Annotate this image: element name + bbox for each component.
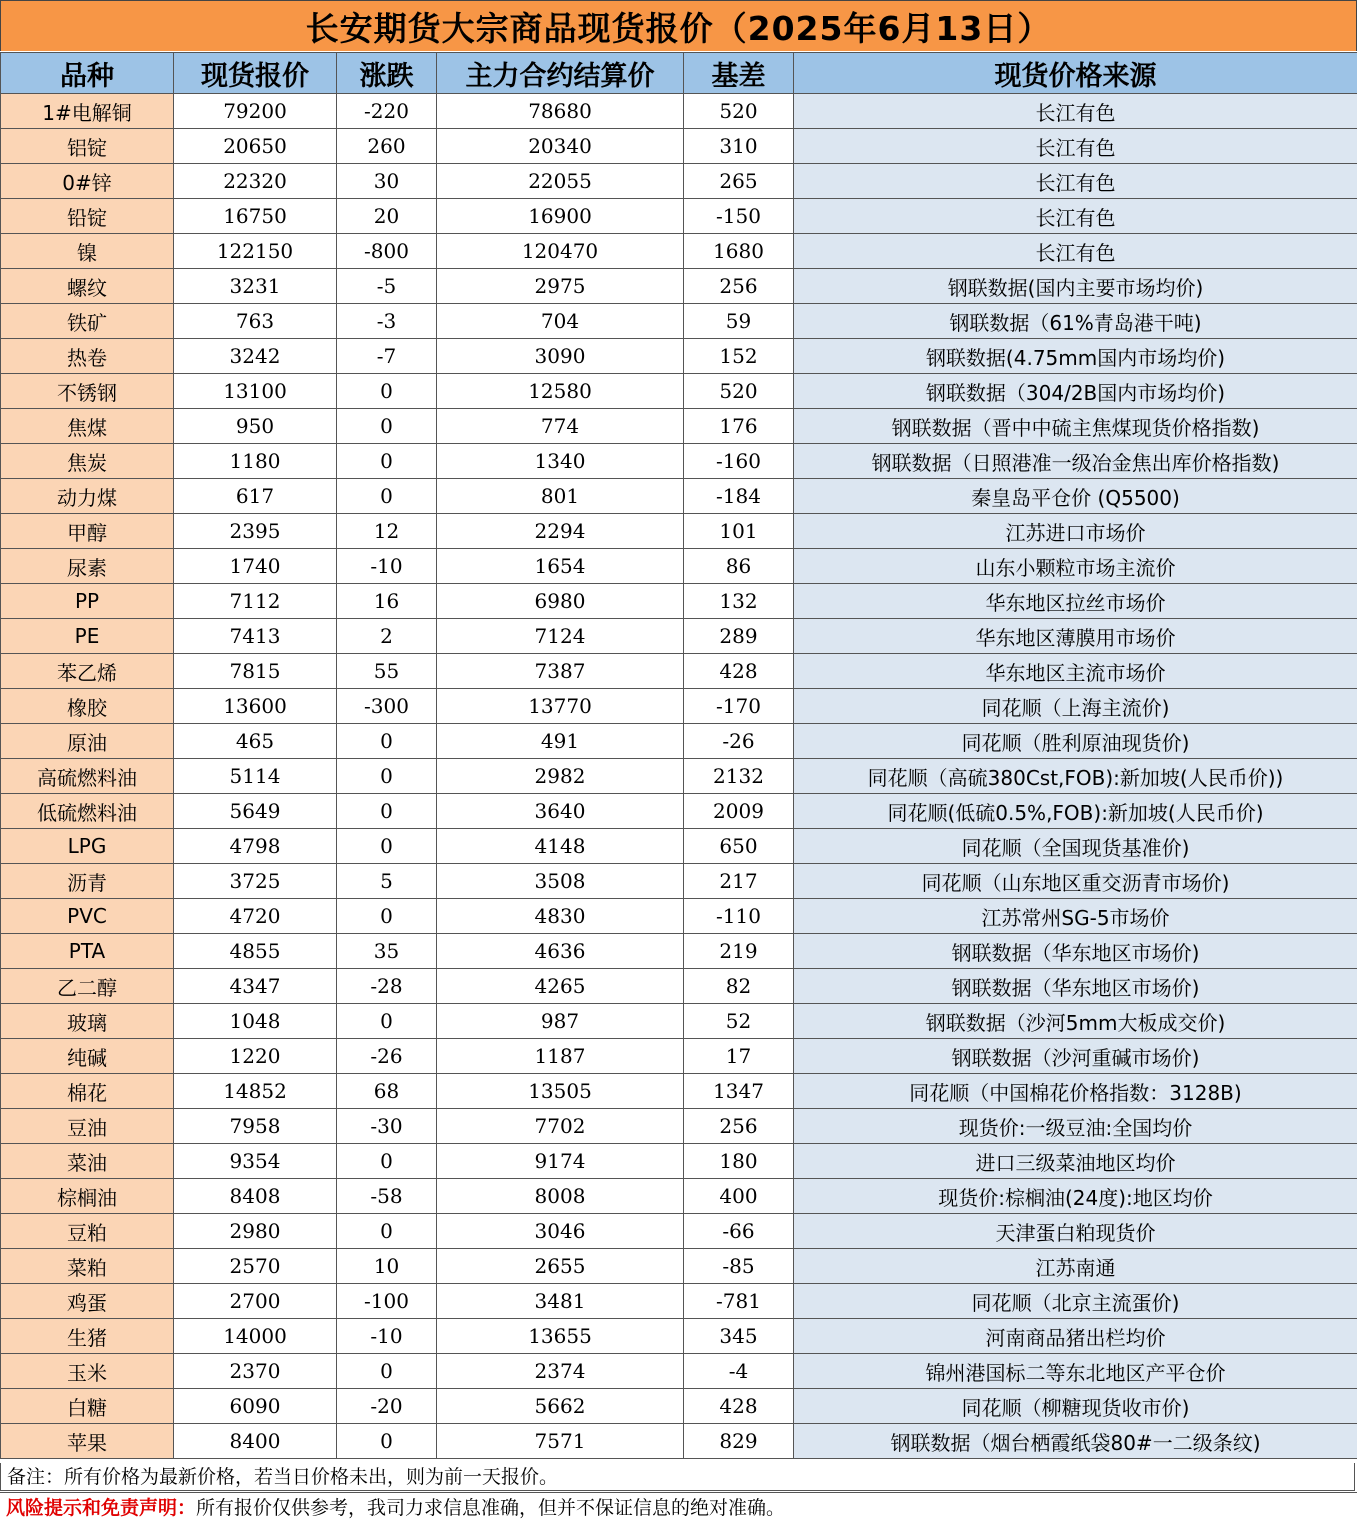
cell-basis: -184 [684,479,794,514]
cell-basis: 217 [684,864,794,899]
cell-change: 10 [337,1249,437,1284]
cell-price-source: 华东地区主流市场价 [794,654,1357,689]
cell-commodity: 动力煤 [1,479,174,514]
cell-price-source: 钢联数据（华东地区市场价) [794,969,1357,1004]
cell-spot-price: 13100 [174,374,337,409]
table-row [1,479,1357,514]
table-row [1,234,1357,269]
cell-commodity: PVC [1,899,174,934]
cell-price-source: 钢联数据(4.75mm国内市场均价) [794,339,1357,374]
cell-basis: 1347 [684,1074,794,1109]
cell-commodity: LPG [1,829,174,864]
cell-spot-price: 2980 [174,1214,337,1249]
cell-commodity: 铝锭 [1,129,174,164]
cell-settlement-price: 2374 [437,1354,684,1389]
cell-change: 55 [337,654,437,689]
cell-commodity: 热卷 [1,339,174,374]
cell-spot-price: 1740 [174,549,337,584]
cell-settlement-price: 9174 [437,1144,684,1179]
cell-spot-price: 4347 [174,969,337,1004]
table-row [1,689,1357,724]
cell-commodity: 0#锌 [1,164,174,199]
cell-commodity: 原油 [1,724,174,759]
cell-spot-price: 2700 [174,1284,337,1319]
cell-change: -5 [337,269,437,304]
cell-commodity: 低硫燃料油 [1,794,174,829]
header-row [1,53,1357,94]
cell-spot-price: 79200 [174,94,337,129]
cell-commodity: 焦煤 [1,409,174,444]
table-row [1,1109,1357,1144]
cell-price-source: 长江有色 [794,234,1357,269]
cell-settlement-price: 4636 [437,934,684,969]
cell-basis: 256 [684,269,794,304]
cell-spot-price: 14852 [174,1074,337,1109]
cell-basis: 52 [684,1004,794,1039]
cell-change: -300 [337,689,437,724]
cell-commodity: 焦炭 [1,444,174,479]
cell-basis: -150 [684,199,794,234]
table-row [1,724,1357,759]
cell-settlement-price: 801 [437,479,684,514]
cell-settlement-price: 1654 [437,549,684,584]
cell-settlement-price: 3481 [437,1284,684,1319]
cell-change: -10 [337,1319,437,1354]
table-row [1,619,1357,654]
table-row [1,1319,1357,1354]
cell-change: 0 [337,794,437,829]
cell-settlement-price: 4830 [437,899,684,934]
cell-commodity: 高硫燃料油 [1,759,174,794]
cell-settlement-price: 3090 [437,339,684,374]
cell-settlement-price: 3046 [437,1214,684,1249]
cell-change: 0 [337,374,437,409]
table-row [1,899,1357,934]
cell-basis: 59 [684,304,794,339]
table-row [1,129,1357,164]
cell-settlement-price: 7387 [437,654,684,689]
cell-basis: 428 [684,654,794,689]
cell-settlement-price: 3640 [437,794,684,829]
sheet-title: 长安期货大宗商品现货报价（2025年6月13日） [0,0,1357,51]
cell-price-source: 河南商品猪出栏均价 [794,1319,1357,1354]
cell-change: 20 [337,199,437,234]
cell-commodity: 苹果 [1,1424,174,1459]
cell-settlement-price: 78680 [437,94,684,129]
header-basis: 基差 [684,53,794,94]
cell-price-source: 现货价:一级豆油:全国均价 [794,1109,1357,1144]
cell-spot-price: 4855 [174,934,337,969]
table-row [1,1249,1357,1284]
header-commodity: 品种 [1,53,174,94]
cell-basis: -66 [684,1214,794,1249]
cell-price-source: 长江有色 [794,164,1357,199]
cell-basis: 1680 [684,234,794,269]
cell-price-source: 江苏常州SG-5市场价 [794,899,1357,934]
cell-price-source: 山东小颗粒市场主流价 [794,549,1357,584]
cell-commodity: 豆粕 [1,1214,174,1249]
cell-spot-price: 1180 [174,444,337,479]
cell-price-source: 钢联数据（沙河5mm大板成交价) [794,1004,1357,1039]
table-row [1,409,1357,444]
cell-spot-price: 3725 [174,864,337,899]
table-body [1,94,1357,1459]
cell-spot-price: 3242 [174,339,337,374]
cell-basis: 176 [684,409,794,444]
table-row [1,584,1357,619]
header-settlement-price: 主力合约结算价 [437,53,684,94]
cell-price-source: 钢联数据(国内主要市场均价) [794,269,1357,304]
cell-change: 0 [337,1354,437,1389]
header-spot-price: 现货报价 [174,53,337,94]
cell-commodity: 棉花 [1,1074,174,1109]
cell-price-source: 钢联数据（晋中中硫主焦煤现货价格指数) [794,409,1357,444]
cell-commodity: 螺纹 [1,269,174,304]
table-row [1,1214,1357,1249]
cell-change: 0 [337,479,437,514]
cell-basis: -26 [684,724,794,759]
table-row [1,654,1357,689]
table-row [1,759,1357,794]
header-price-source: 现货价格来源 [794,53,1357,94]
cell-price-source: 进口三级菜油地区均价 [794,1144,1357,1179]
cell-commodity: 生猪 [1,1319,174,1354]
disclaimer [0,1492,1357,1523]
cell-spot-price: 4720 [174,899,337,934]
cell-basis: 829 [684,1424,794,1459]
cell-commodity: 镍 [1,234,174,269]
table-row [1,374,1357,409]
cell-price-source: 钢联数据（烟台栖霞纸袋80#一二级条纹) [794,1424,1357,1459]
cell-change: -20 [337,1389,437,1424]
cell-basis: 400 [684,1179,794,1214]
cell-change: 0 [337,1144,437,1179]
table-row [1,444,1357,479]
cell-basis: -4 [684,1354,794,1389]
cell-basis: 650 [684,829,794,864]
table-row [1,514,1357,549]
cell-basis: 2132 [684,759,794,794]
cell-change: 2 [337,619,437,654]
cell-settlement-price: 4148 [437,829,684,864]
cell-commodity: 白糖 [1,1389,174,1424]
cell-price-source: 同花顺（中国棉花价格指数：3128B) [794,1074,1357,1109]
cell-price-source: 江苏南通 [794,1249,1357,1284]
table-row [1,1389,1357,1424]
table-row [1,934,1357,969]
cell-change: 35 [337,934,437,969]
cell-basis: 82 [684,969,794,1004]
cell-settlement-price: 774 [437,409,684,444]
cell-commodity: 铅锭 [1,199,174,234]
cell-basis: -110 [684,899,794,934]
cell-settlement-price: 13770 [437,689,684,724]
cell-price-source: 钢联数据（304/2B国内市场均价) [794,374,1357,409]
cell-basis: 132 [684,584,794,619]
cell-price-source: 同花顺（上海主流价) [794,689,1357,724]
cell-spot-price: 5649 [174,794,337,829]
header-change: 涨跌 [337,53,437,94]
cell-settlement-price: 7124 [437,619,684,654]
cell-change: -3 [337,304,437,339]
cell-spot-price: 950 [174,409,337,444]
cell-basis: 86 [684,549,794,584]
cell-spot-price: 465 [174,724,337,759]
table-row [1,199,1357,234]
cell-settlement-price: 2982 [437,759,684,794]
cell-spot-price: 8408 [174,1179,337,1214]
cell-settlement-price: 7702 [437,1109,684,1144]
cell-settlement-price: 16900 [437,199,684,234]
cell-settlement-price: 1340 [437,444,684,479]
cell-spot-price: 13600 [174,689,337,724]
cell-price-source: 长江有色 [794,129,1357,164]
cell-settlement-price: 7571 [437,1424,684,1459]
cell-commodity: PP [1,584,174,619]
cell-settlement-price: 13655 [437,1319,684,1354]
cell-settlement-price: 13505 [437,1074,684,1109]
cell-change: -220 [337,94,437,129]
table-row [1,304,1357,339]
cell-spot-price: 3231 [174,269,337,304]
cell-spot-price: 22320 [174,164,337,199]
cell-spot-price: 14000 [174,1319,337,1354]
cell-commodity: 不锈钢 [1,374,174,409]
cell-spot-price: 6090 [174,1389,337,1424]
cell-spot-price: 7958 [174,1109,337,1144]
cell-commodity: 鸡蛋 [1,1284,174,1319]
table-row [1,1354,1357,1389]
cell-change: 0 [337,829,437,864]
cell-settlement-price: 987 [437,1004,684,1039]
cell-change: 30 [337,164,437,199]
cell-price-source: 同花顺（山东地区重交沥青市场价) [794,864,1357,899]
cell-basis: 265 [684,164,794,199]
cell-change: -100 [337,1284,437,1319]
cell-change: -58 [337,1179,437,1214]
cell-change: 0 [337,1424,437,1459]
cell-commodity: 尿素 [1,549,174,584]
table-row [1,164,1357,199]
cell-change: 0 [337,409,437,444]
cell-change: 260 [337,129,437,164]
table-row [1,794,1357,829]
cell-settlement-price: 2975 [437,269,684,304]
cell-commodity: 1#电解铜 [1,94,174,129]
cell-spot-price: 2570 [174,1249,337,1284]
cell-spot-price: 1220 [174,1039,337,1074]
cell-price-source: 现货价:棕榈油(24度):地区均价 [794,1179,1357,1214]
cell-settlement-price: 2655 [437,1249,684,1284]
cell-price-source: 同花顺(低硫0.5%,FOB):新加坡(人民币价) [794,794,1357,829]
cell-change: 0 [337,899,437,934]
cell-price-source: 同花顺（柳糖现货收市价) [794,1389,1357,1424]
cell-basis: 520 [684,94,794,129]
cell-price-source: 长江有色 [794,199,1357,234]
cell-commodity: PTA [1,934,174,969]
cell-change: 0 [337,1004,437,1039]
table-row [1,864,1357,899]
cell-change: 16 [337,584,437,619]
cell-price-source: 钢联数据（日照港准一级冶金焦出库价格指数) [794,444,1357,479]
cell-settlement-price: 6980 [437,584,684,619]
cell-settlement-price: 2294 [437,514,684,549]
table-row [1,549,1357,584]
table-row [1,1004,1357,1039]
table-row [1,1074,1357,1109]
table-row [1,1144,1357,1179]
cell-price-source: 天津蛋白粕现货价 [794,1214,1357,1249]
table-row [1,1424,1357,1459]
cell-change: -7 [337,339,437,374]
cell-commodity: 橡胶 [1,689,174,724]
cell-spot-price: 2395 [174,514,337,549]
cell-settlement-price: 22055 [437,164,684,199]
cell-spot-price: 2370 [174,1354,337,1389]
footnote: 备注：所有价格为最新价格，若当日价格未出，则为前一天报价。 [0,1463,1355,1491]
cell-price-source: 钢联数据（华东地区市场价) [794,934,1357,969]
cell-settlement-price: 3508 [437,864,684,899]
disclaimer-label: 风险提示和免责声明： [6,1497,197,1519]
cell-settlement-price: 12580 [437,374,684,409]
cell-price-source: 秦皇岛平仓价 (Q5500) [794,479,1357,514]
cell-spot-price: 8400 [174,1424,337,1459]
cell-price-source: 同花顺（高硫380Cst,FOB):新加坡(人民币价)) [794,759,1357,794]
cell-commodity: 菜油 [1,1144,174,1179]
cell-spot-price: 122150 [174,234,337,269]
cell-change: -28 [337,969,437,1004]
cell-basis: -160 [684,444,794,479]
cell-basis: 428 [684,1389,794,1424]
cell-change: 0 [337,724,437,759]
cell-spot-price: 617 [174,479,337,514]
cell-settlement-price: 120470 [437,234,684,269]
cell-settlement-price: 20340 [437,129,684,164]
cell-change: 0 [337,1214,437,1249]
cell-spot-price: 9354 [174,1144,337,1179]
cell-spot-price: 7413 [174,619,337,654]
cell-price-source: 华东地区薄膜用市场价 [794,619,1357,654]
cell-commodity: 铁矿 [1,304,174,339]
cell-settlement-price: 8008 [437,1179,684,1214]
cell-commodity: 豆油 [1,1109,174,1144]
table-row [1,269,1357,304]
cell-commodity: 沥青 [1,864,174,899]
table-row [1,94,1357,129]
cell-settlement-price: 1187 [437,1039,684,1074]
cell-basis: 310 [684,129,794,164]
cell-basis: 289 [684,619,794,654]
cell-spot-price: 7112 [174,584,337,619]
table-row [1,969,1357,1004]
cell-spot-price: 1048 [174,1004,337,1039]
cell-change: 68 [337,1074,437,1109]
cell-basis: -781 [684,1284,794,1319]
cell-change: 0 [337,444,437,479]
cell-basis: 101 [684,514,794,549]
cell-change: -10 [337,549,437,584]
cell-spot-price: 763 [174,304,337,339]
cell-basis: 17 [684,1039,794,1074]
cell-change: -26 [337,1039,437,1074]
cell-basis: 256 [684,1109,794,1144]
cell-commodity: 玻璃 [1,1004,174,1039]
cell-commodity: 玉米 [1,1354,174,1389]
table-row [1,339,1357,374]
cell-settlement-price: 5662 [437,1389,684,1424]
cell-spot-price: 4798 [174,829,337,864]
cell-commodity: 乙二醇 [1,969,174,1004]
cell-spot-price: 20650 [174,129,337,164]
cell-commodity: PE [1,619,174,654]
cell-basis: -170 [684,689,794,724]
cell-price-source: 江苏进口市场价 [794,514,1357,549]
cell-price-source: 锦州港国标二等东北地区产平仓价 [794,1354,1357,1389]
cell-change: -800 [337,234,437,269]
table-row [1,1039,1357,1074]
cell-settlement-price: 704 [437,304,684,339]
cell-price-source: 钢联数据（61%青岛港干吨) [794,304,1357,339]
cell-basis: 520 [684,374,794,409]
cell-basis: 180 [684,1144,794,1179]
cell-basis: 345 [684,1319,794,1354]
table-row [1,1284,1357,1319]
cell-spot-price: 16750 [174,199,337,234]
cell-change: 12 [337,514,437,549]
cell-price-source: 钢联数据（沙河重碱市场价) [794,1039,1357,1074]
cell-change: 0 [337,759,437,794]
cell-price-source: 同花顺（胜利原油现货价) [794,724,1357,759]
price-table [0,52,1357,1459]
cell-commodity: 甲醇 [1,514,174,549]
cell-basis: 2009 [684,794,794,829]
cell-spot-price: 5114 [174,759,337,794]
cell-basis: 152 [684,339,794,374]
cell-settlement-price: 4265 [437,969,684,1004]
cell-price-source: 同花顺（全国现货基准价) [794,829,1357,864]
cell-commodity: 棕榈油 [1,1179,174,1214]
cell-change: -30 [337,1109,437,1144]
disclaimer-text: 所有报价仅供参考，我司力求信息准确，但并不保证信息的绝对准确。 [196,1497,786,1519]
cell-price-source: 长江有色 [794,94,1357,129]
cell-commodity: 菜粕 [1,1249,174,1284]
cell-commodity: 苯乙烯 [1,654,174,689]
cell-price-source: 华东地区拉丝市场价 [794,584,1357,619]
cell-price-source: 同花顺（北京主流蛋价) [794,1284,1357,1319]
cell-basis: 219 [684,934,794,969]
cell-change: 5 [337,864,437,899]
cell-basis: -85 [684,1249,794,1284]
table-row [1,1179,1357,1214]
table-row [1,829,1357,864]
cell-settlement-price: 491 [437,724,684,759]
cell-commodity: 纯碱 [1,1039,174,1074]
cell-spot-price: 7815 [174,654,337,689]
